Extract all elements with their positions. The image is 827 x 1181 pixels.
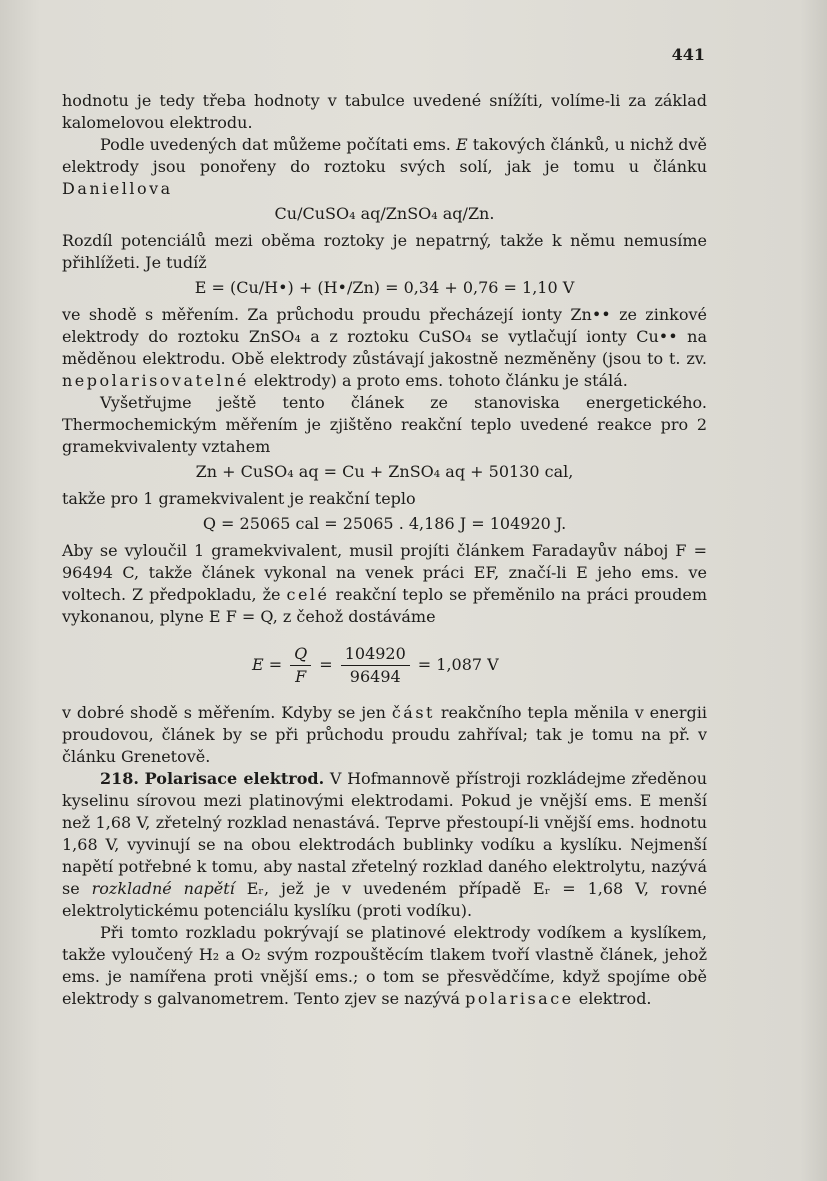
paragraph (62, 134, 707, 200)
paragraph (62, 540, 707, 628)
text-run: Rozdíl potenciálů mezi oběma roztoky je nepatrný, takže k němu nemusíme přihlížeti. Je tudíž (62, 231, 707, 272)
paragraph (62, 304, 707, 392)
denominator: F (295, 666, 307, 686)
spaced-word: polarisace (465, 989, 574, 1008)
equation: Cu/CuSO₄ aq/ZnSO₄ aq/Zn. (274, 204, 495, 223)
numerator: Q (290, 643, 311, 666)
section-title: Polarisace elektrod. (144, 769, 325, 788)
text-run: reakčního tepla měnila v energii proudovou, článek by se při průchodu proudu zahříval; tak je tomu na př. v článku Grenetově. (62, 703, 707, 766)
spaced-word: část (391, 703, 435, 722)
symbol-e: E (455, 135, 468, 154)
spaced-word: Daniellova (62, 179, 173, 198)
text-run: Vyšetřujme ještě tento článek ze stanoviska energetického. Thermochemickým měřením je zjištěno reakční teplo uvedené reakce pro 2 gramekvivalenty vztahem (62, 393, 707, 456)
text-run: Eᵣ, jež je v uvedeném případě Eᵣ = 1,68 V, rovné elektrolytickému potenciálu kyslíku (proti vodíku). (62, 879, 708, 920)
denominator: 96494 (349, 666, 401, 686)
text-run: elektrod. (573, 989, 652, 1008)
text-run: v dobré shodě s měřením. Kdyby se jen (62, 703, 392, 722)
frac-lhs: E = (252, 655, 283, 674)
frac-rhs: = 1,087 V (417, 655, 499, 674)
paragraph (62, 230, 707, 274)
equation: Q = 25065 cal = 25065 . 4,186 J = 104920 J. (202, 514, 567, 533)
text-run: V Hofmannově přístroji rozkládejme zředěnou kyselinu sírovou mezi platinovými elektrodami. Pokud je vnější ems. E menší než 1,68 V, zřetelný rozklad nenastává. Teprve přestoupí-li vnější ems. hodnotu 1,68 V, vyvinují se na obou elektrodách bublinky vodíku a kyslíku. Nejmenší napětí potřebné k tomu, aby nastal zřetelný rozklad daného elektrolytu, nazývá se (62, 769, 708, 898)
fraction-equation (62, 636, 707, 694)
text-run: ve shodě s měřením. Za průchodu proudu přecházejí ionty Zn•• ze zinkové elektrody do roztoku ZnSO₄ a z roztoku CuSO₄ se vytlačují ionty Cu•• na měděnou elektrodu. Obě elektrody zůstávají jakostně nezměněny (jsou to t. zv. (62, 305, 707, 368)
equation: E = (Cu/H•) + (H•/Zn) = 0,34 + 0,76 = 1,10 V (194, 278, 575, 297)
section-paragraph (62, 768, 707, 922)
section-number: 218. (100, 769, 139, 788)
fraction (290, 643, 311, 688)
equation: Zn + CuSO₄ aq = Cu + ZnSO₄ aq + 50130 cal, (195, 462, 574, 481)
numerator: 104920 (341, 643, 410, 666)
text-run: Při tomto rozkladu pokrývají se platinové elektrody vodíkem a kyslíkem, takže vyloučený H₂ a O₂ svým rozpouštěcím tlakem tvoří vlastně článek, jehož ems. je namířena proti vnější ems.; o tom se přesvědčíme, když spojíme obě elektrody s galvanometrem. Tento zjev se nazývá (62, 923, 707, 1008)
spaced-word: celé (286, 585, 330, 604)
paragraph (62, 90, 707, 134)
page-text (62, 90, 707, 1010)
text-run: reakční teplo se přeměnilo na práci proudem vykonanou, plyne E F = Q, z čehož dostáváme (62, 585, 708, 626)
spaced-word: nepolarisovatelné (62, 371, 249, 390)
paragraph (62, 702, 707, 768)
text-run: Podle uvedených dat můžeme počítati ems. (100, 135, 456, 154)
text-run: elektrody) a proto ems. tohoto článku je stálá. (248, 371, 628, 390)
text-run: takových článků, u nichž dvě elektrody jsou ponořeny do roztoku svých solí, jak je tomu u článku (62, 135, 708, 176)
equals-sign: = (319, 655, 333, 674)
text-run: Aby se vyloučil 1 gramekvivalent, musil projíti článkem Faradayův náboj F = 96494 C, takže článek vykonal na venek práci EF, značí-li E jeho ems. ve voltech. Z předpokladu, že (62, 541, 707, 604)
text-run: takže pro 1 gramekvivalent je reakční teplo (62, 489, 416, 508)
paragraph (62, 488, 707, 510)
paragraph (62, 922, 707, 1010)
page-number: 441 (671, 45, 705, 64)
fraction (341, 643, 410, 688)
paragraph (62, 392, 707, 458)
italic-term: rozkladné napětí (91, 879, 235, 898)
text-run: hodnotu je tedy třeba hodnoty v tabulce uvedené snížíti, volíme-li za základ kalomelovou elektrodu. (62, 91, 707, 132)
